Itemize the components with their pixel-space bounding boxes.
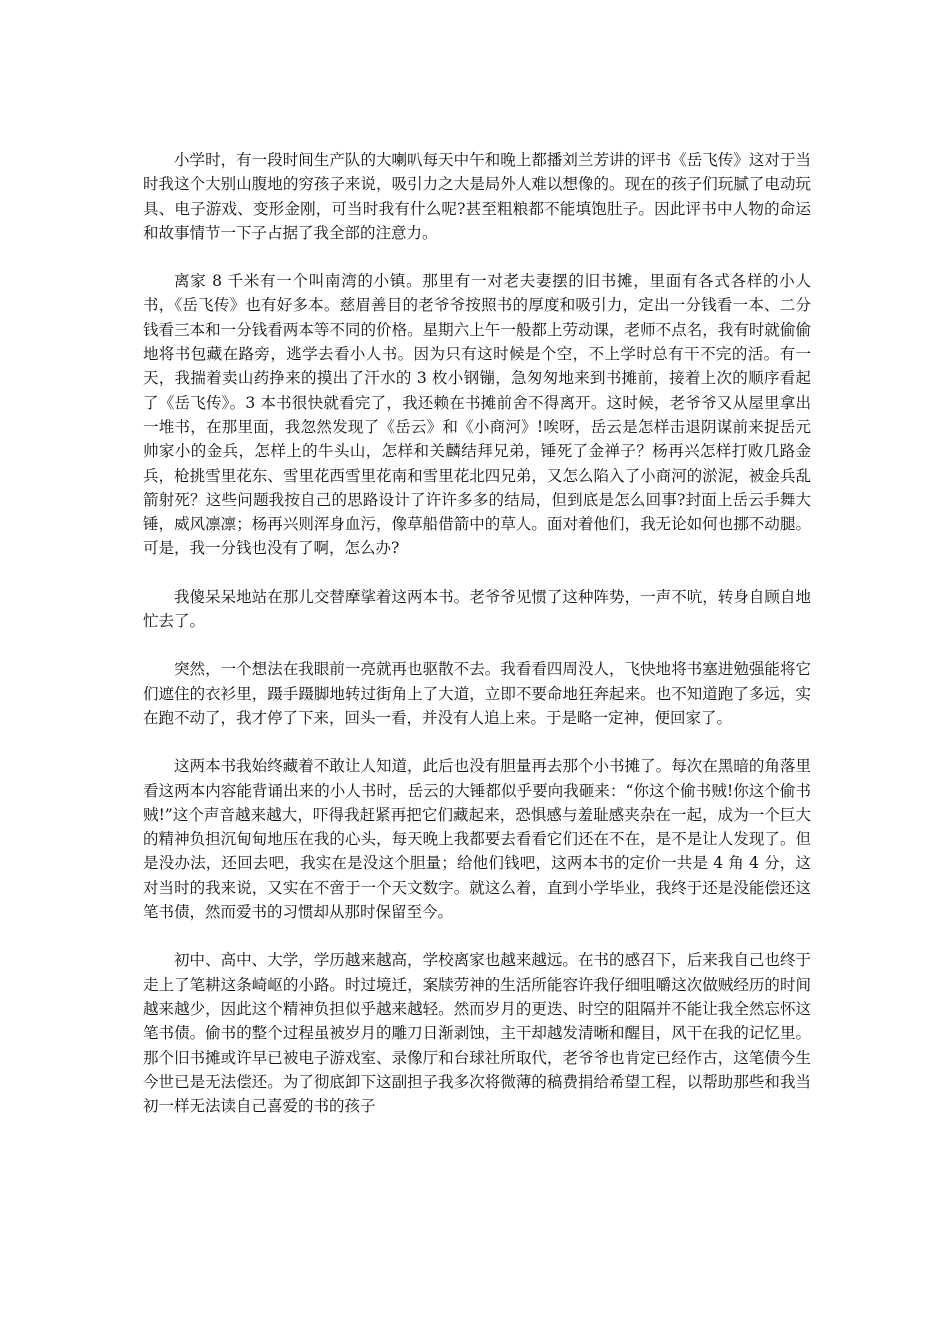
paragraph-1: 小学时，有一段时间生产队的大喇叭每天中午和晚上都播刘兰芳讲的评书《岳飞传》这对于当时我这个大别山腹地的穷孩子来说，吸引力之大是局外人难以想像的。现在的孩子们玩腻了电动玩具、电子游戏、变形金刚，可当时我有什么呢?甚至粗粮都不能填饱肚子。因此评书中人物的命运和故事情节一下子占据了我全部的注意力。 — [143, 151, 811, 242]
paragraph-6: 初中、高中、大学，学历越来越高，学校离家也越来越远。在书的感召下，后来我自己也终于走上了笔耕这条崎岖的小路。时过境迁，案牍劳神的生活所能容许我仔细咀嚼这次做贼经历的时间越来越少，因此这个精神负担似乎越来越轻。然而岁月的更迭、时空的阻隔并不能让我全然忘怀这笔书债。偷书的整个过程虽被岁月的雕刀日渐剥蚀，主干却越发清晰和醒目，风干在我的记忆里。那个旧书摊或许早已被电子游戏室、录像厅和台球社所取代，老爷爷也肯定已经作古，这笔债今生今世已是无法偿还。为了彻底卸下这副担子我多次将微薄的稿费捐给希望工程，以帮助那些和我当初一样无法读自己喜爱的书的孩子 — [143, 951, 811, 1116]
paragraph-5: 这两本书我始终藏着不敢让人知道，此后也没有胆量再去那个小书摊了。每次在黑暗的角落里看这两本内容能背诵出来的小人书时，岳云的大锤都似乎要向我砸来：“你这个偷书贼!你这个偷书贼!”这个声音越来越大，吓得我赶紧再把它们藏起来，恐惧感与羞耻感夹杂在一起，成为一个巨大的精神负担沉甸甸地压在我的心头，每天晚上我都要去看看它们还在不在，是不是让人发现了。但是没办法，还回去吧，我实在是没这个胆量；给他们钱吧，这两本书的定价一共是 4 角 4 分，这对当时的我来说，又实在不啻于一个天文数字。就这么着，直到小学毕业，我终于还是没能偿还这笔书债，然而爱书的习惯却从那时保留至今。 — [143, 757, 811, 922]
document-body — [143, 148, 811, 1118]
paragraph-2: 离家 8 千米有一个叫南湾的小镇。那里有一对老夫妻摆的旧书摊，里面有各式各样的小人书，《岳飞传》也有好多本。慈眉善目的老爷爷按照书的厚度和吸引力，定出一分钱看一本、二分钱看三本和一分钱看两本等不同的价格。星期六上午一般都上劳动课，老师不点名，我有时就偷偷地将书包藏在路旁，逃学去看小人书。因为只有这时候是个空，不上学时总有干不完的活。有一天，我揣着卖山药挣来的摸出了汗水的 3 枚小钢镚，急匆匆地来到书摊前，接着上次的顺序看起了《岳飞传》。3 本书很快就看完了，我还赖在书摊前舍不得离开。这时候，老爷爷又从屋里拿出一堆书，在那里面，我忽然发现了《岳云》和《小商河》!唉呀，岳云是怎样击退阴谋前来捉岳元帅家小的金兵，怎样上的牛头山，怎样和关麟结拜兄弟，锤死了金禅子？杨再兴怎样打败几路金兵，枪挑雪里花东、雪里花西雪里花南和雪里花北四兄弟，又怎么陷入了小商河的淤泥，被金兵乱箭射死？这些问题我按自己的思路设计了许许多多的结局，但到底是怎么回事?封面上岳云手舞大锤，威风凛凛；杨再兴则浑身血污，像草船借箭中的草人。面对着他们，我无论如何也挪不动腿。可是，我一分钱也没有了啊，怎么办? — [143, 272, 811, 558]
paragraph-4: 突然，一个想法在我眼前一亮就再也驱散不去。我看看四周没人，飞快地将书塞进勉强能将它们遮住的衣衫里，蹑手蹑脚地转过街角上了大道，立即不要命地狂奔起来。也不知道跑了多远，实在跑不动了，我才停了下来，回头一看，并没有人追上来。于是略一定神，便回家了。 — [143, 660, 811, 727]
paragraph-3: 我傻呆呆地站在那儿交替摩挲着这两本书。老爷爷见惯了这种阵势，一声不吭，转身自顾自地忙去了。 — [143, 587, 811, 631]
